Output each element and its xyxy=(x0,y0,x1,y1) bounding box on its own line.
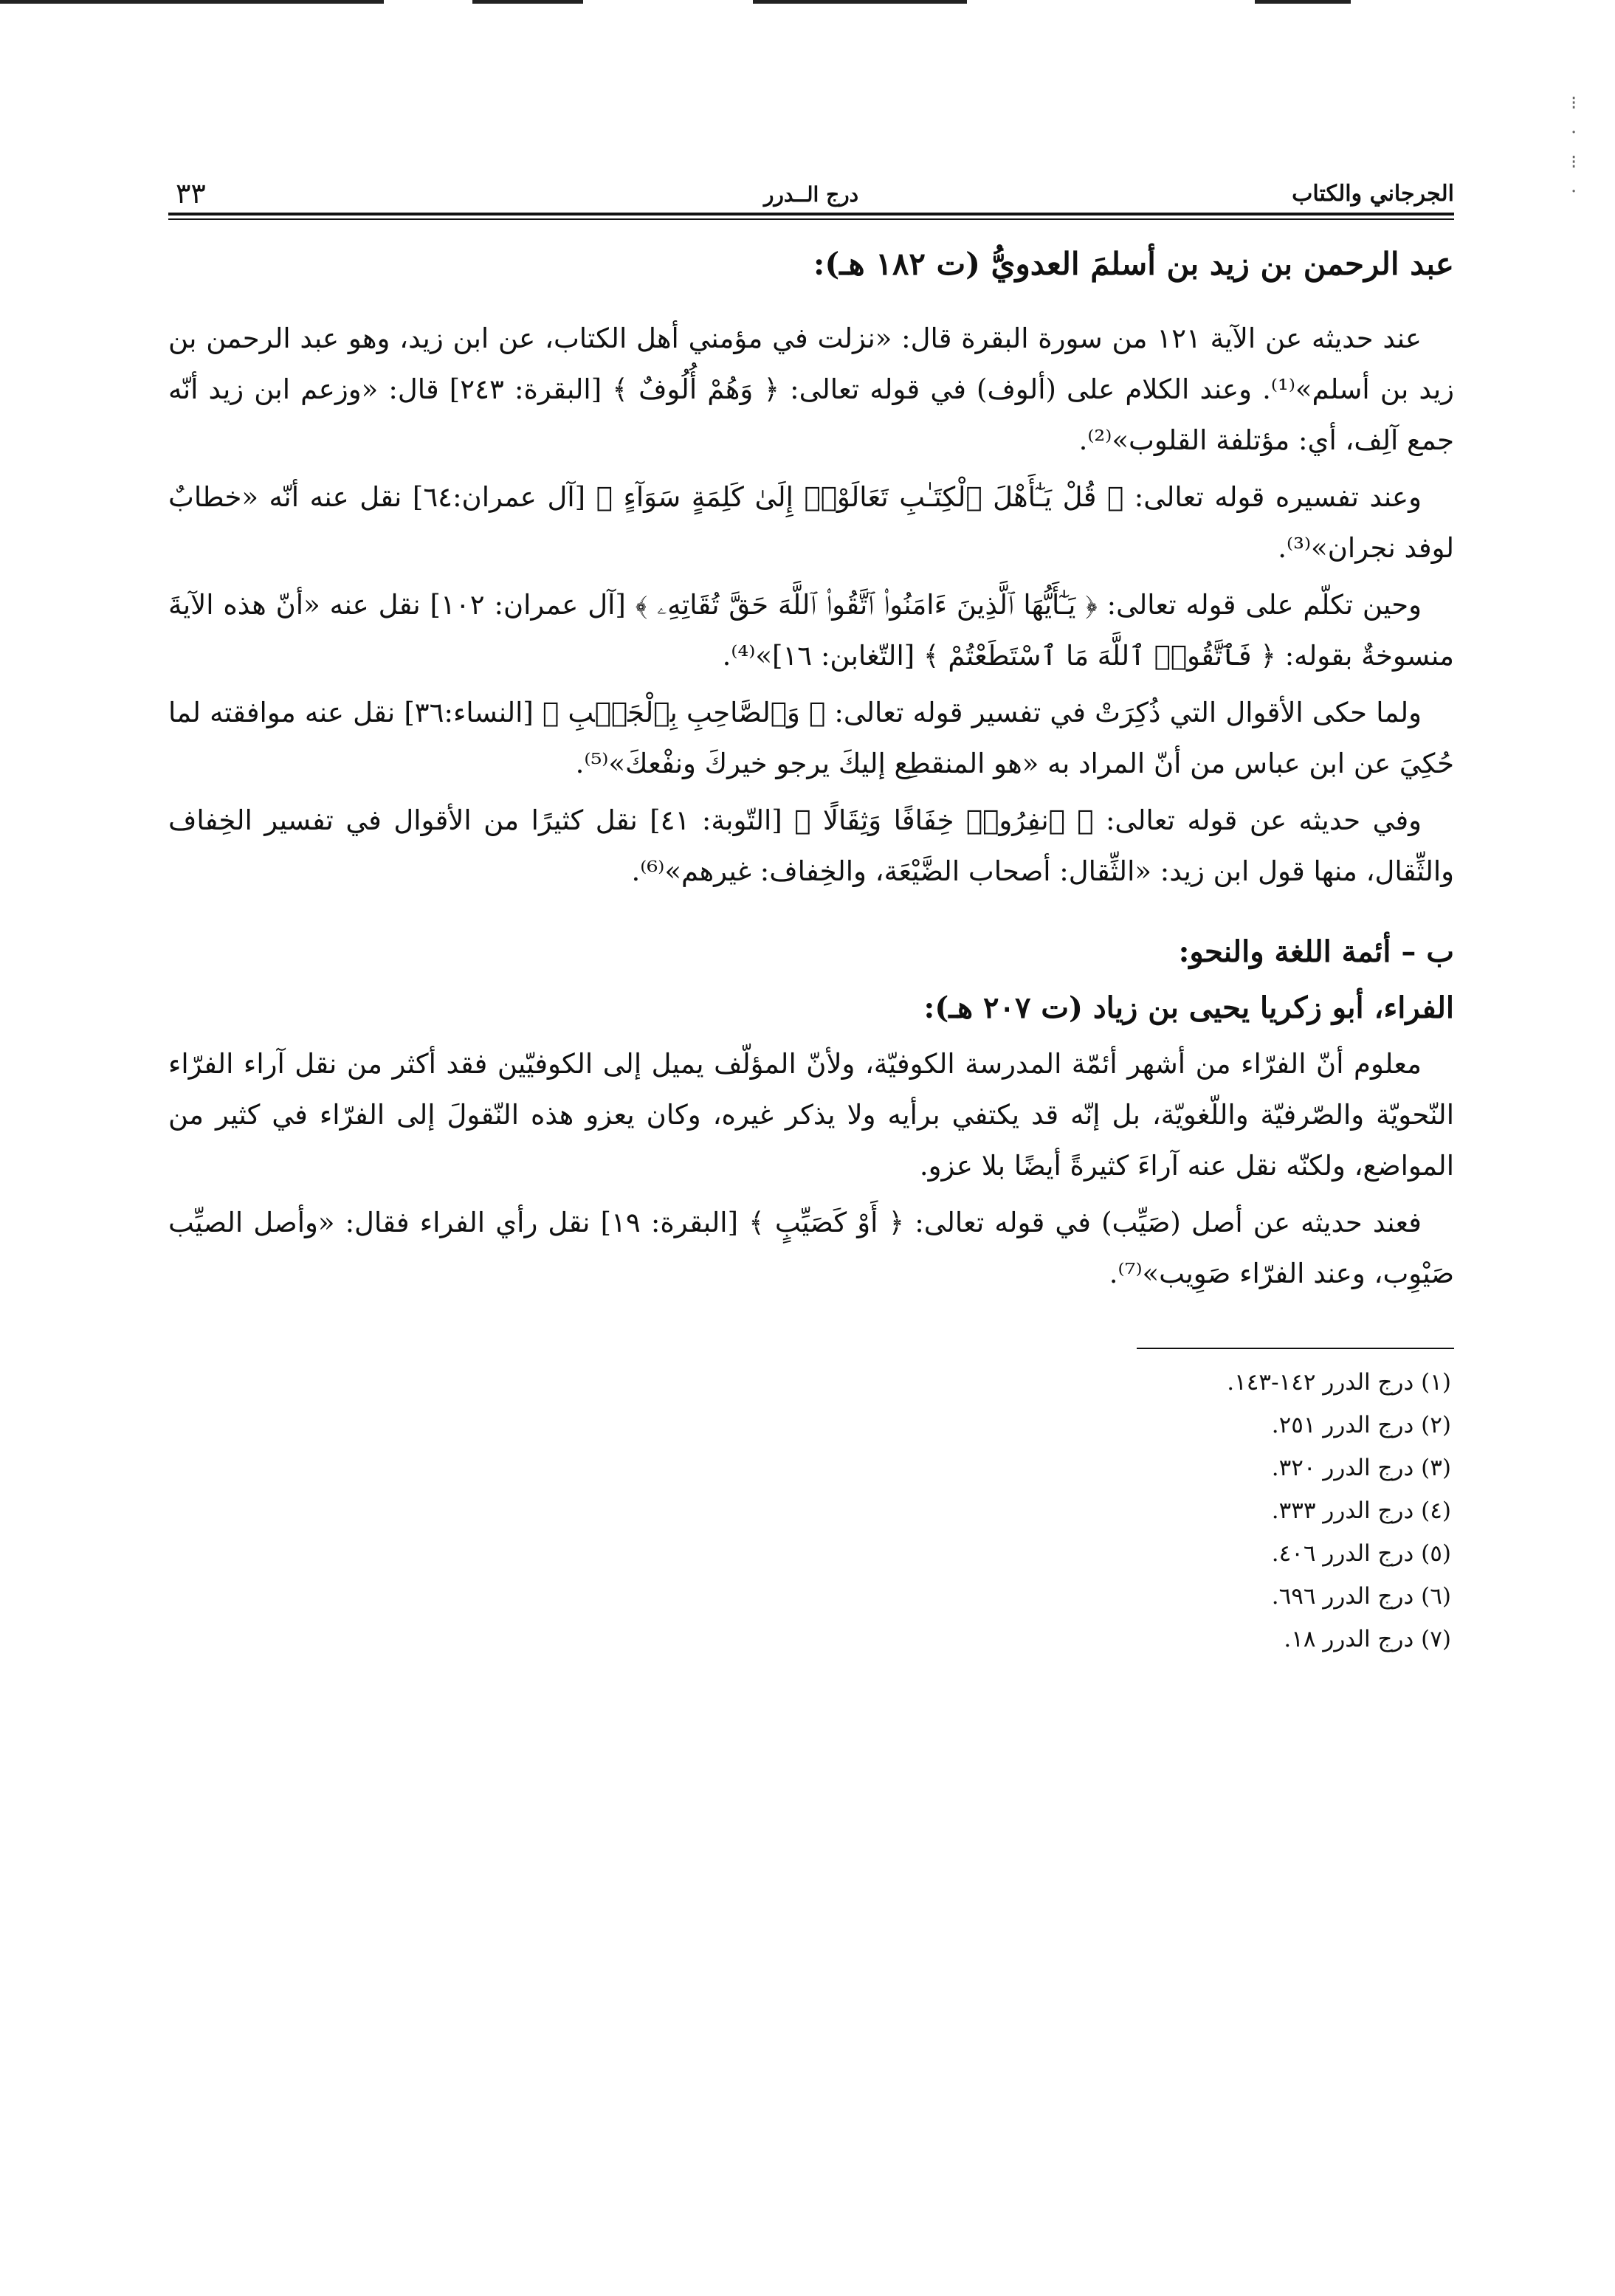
body-paragraph: عند حديثه عن الآية ١٢١ من سورة البقرة قال: «نزلت في مؤمني أهل الكتاب، عن ابن زيد، وهو عبد الرحمن بن زيد بن أسلم»⁽¹⁾. وعند الكلام على (ألوف) في قوله تعالى: ﴿ وَهُمْ أُلُوفٌ ﴾ [البقرة: ٢٤٣] قال: «وزعم ابن زيد أنّه جمع آلِف، أي: مؤتلفة القلوب»⁽²⁾. xyxy=(168,323,1455,456)
footnote: (٧) درج الدرر ١٨. xyxy=(1284,1626,1451,1652)
footnote: (٦) درج الدرر ٦٩٦. xyxy=(1271,1583,1451,1610)
footnote: (٢) درج الدرر ٢٥١. xyxy=(1271,1412,1451,1438)
body-paragraph: وفي حديثه عن قوله تعالى: ﴿ ٱنفِرُوا۟ خِفَافًا وَثِقَالًا ﴾ [التّوبة: ٤١] نقل كثيرًا من الأقوال في تفسير الخِفاف والثِّقال، منها قول ابن زيد: «الثِّقال: أصحاب الضَّيْعَة، والخِفاف: غيرهم»⁽⁶⁾. xyxy=(168,804,1454,887)
page-edge-specks: ⁝ · ⁝ · xyxy=(1571,92,1577,203)
subsection-heading: ب – أئمة اللغة والنحو: xyxy=(1178,934,1454,969)
body-paragraph: ولما حكى الأقوال التي ذُكِرَتْ في تفسير قوله تعالى: ﴿ وَٱلصَّاحِبِ بِٱلْجَنۢبِ ﴾ [النساء:٣٦] نقل عنه موافقته لما حُكِيَ عن ابن عباس من أنّ المراد به «هو المنقطِع إليكَ يرجو خيركَ ونفْعكَ»⁽⁵⁾. xyxy=(168,697,1454,779)
scholar-section-farra xyxy=(168,982,1454,1299)
footnote: (٤) درج الدرر ٣٣٣. xyxy=(1271,1497,1451,1524)
body-paragraph: وعند تفسيره قوله تعالى: ﴿ قُلْ يَـٰٓأَهْلَ ٱلْكِتَـٰبِ تَعَالَوْا۟ إِلَىٰ كَلِمَةٍ سَوَآءٍ ﴾ [آل عمران:٦٤] نقل عنه أنّه «خطابٌ لوفد نجران»⁽³⁾. xyxy=(168,481,1454,564)
footnote: (١) درج الدرر ١٤٢-١٤٣. xyxy=(1227,1369,1451,1396)
scholar-section-ibn-zayd xyxy=(168,236,1454,897)
page-number: ٣٣ xyxy=(176,177,206,210)
chapter-title: الجرجاني والكتاب xyxy=(1292,181,1454,207)
scan-edge-mark xyxy=(472,0,583,4)
scan-edge-mark xyxy=(1255,0,1351,4)
footnote: (٥) درج الدرر ٤٠٦. xyxy=(1271,1540,1451,1567)
body-paragraph: وحين تكلّم على قوله تعالى: ﴿ يَـٰٓأَيُّهَا ٱلَّذِينَ ءَامَنُوا۟ ٱتَّقُوا۟ ٱللَّهَ حَقَّ تُقَاتِهِۦ ﴾ [آل عمران: ١٠٢] نقل عنه «أنّ هذه الآيةَ منسوخةٌ بقوله: ﴿ فَٱتَّقُوا۟ ٱللَّهَ مَا ٱسْتَطَعْتُمْ ﴾ [التّغابن: ١٦]»⁽⁴⁾. xyxy=(168,589,1454,672)
body-paragraph: معلوم أنّ الفرّاء من أشهر أئمّة المدرسة الكوفيّة، ولأنّ المؤلّف يميل إلى الكوفيّين فقد أكثر من نقل آراء الفرّاء النّحويّة والصّرفيّة واللّغويّة، بل إنّه قد يكتفي برأيه ولا يذكر غيره، وكان يعزو هذه النّقولَ إلى الفرّاء في كثير من المواضع، ولكنّه نقل عنه آراءَ كثيرةً أيضًا بلا عزو. xyxy=(168,1048,1454,1182)
header-rule xyxy=(168,213,1454,220)
scholar-heading: الفراء، أبو زكريا يحيى بن زياد (ت ٢٠٧ هـ): xyxy=(923,990,1454,1025)
book-title: درج الــدرر xyxy=(763,182,859,207)
footnote: (٣) درج الدرر ٣٢٠. xyxy=(1271,1455,1451,1481)
footnotes-list xyxy=(168,1361,1454,1661)
footnote-rule xyxy=(1137,1348,1454,1349)
scholar-heading: عبد الرحمن بن زيد بن أسلمَ العدويُّ (ت ١٨٢ هـ): xyxy=(813,246,1454,282)
body-paragraph: فعند حديثه عن أصل (صَيِّب) في قوله تعالى: ﴿ أَوْ كَصَيِّبٍ ﴾ [البقرة: ١٩] نقل رأي الفراء فقال: «وأصل الصيِّب صَيْوِب، وعند الفرّاء صَوِيب»⁽⁷⁾. xyxy=(168,1207,1454,1289)
scan-edge-mark xyxy=(0,0,384,4)
book-page xyxy=(168,168,1454,1661)
running-header xyxy=(168,168,1454,213)
scan-edge-mark xyxy=(753,0,967,4)
